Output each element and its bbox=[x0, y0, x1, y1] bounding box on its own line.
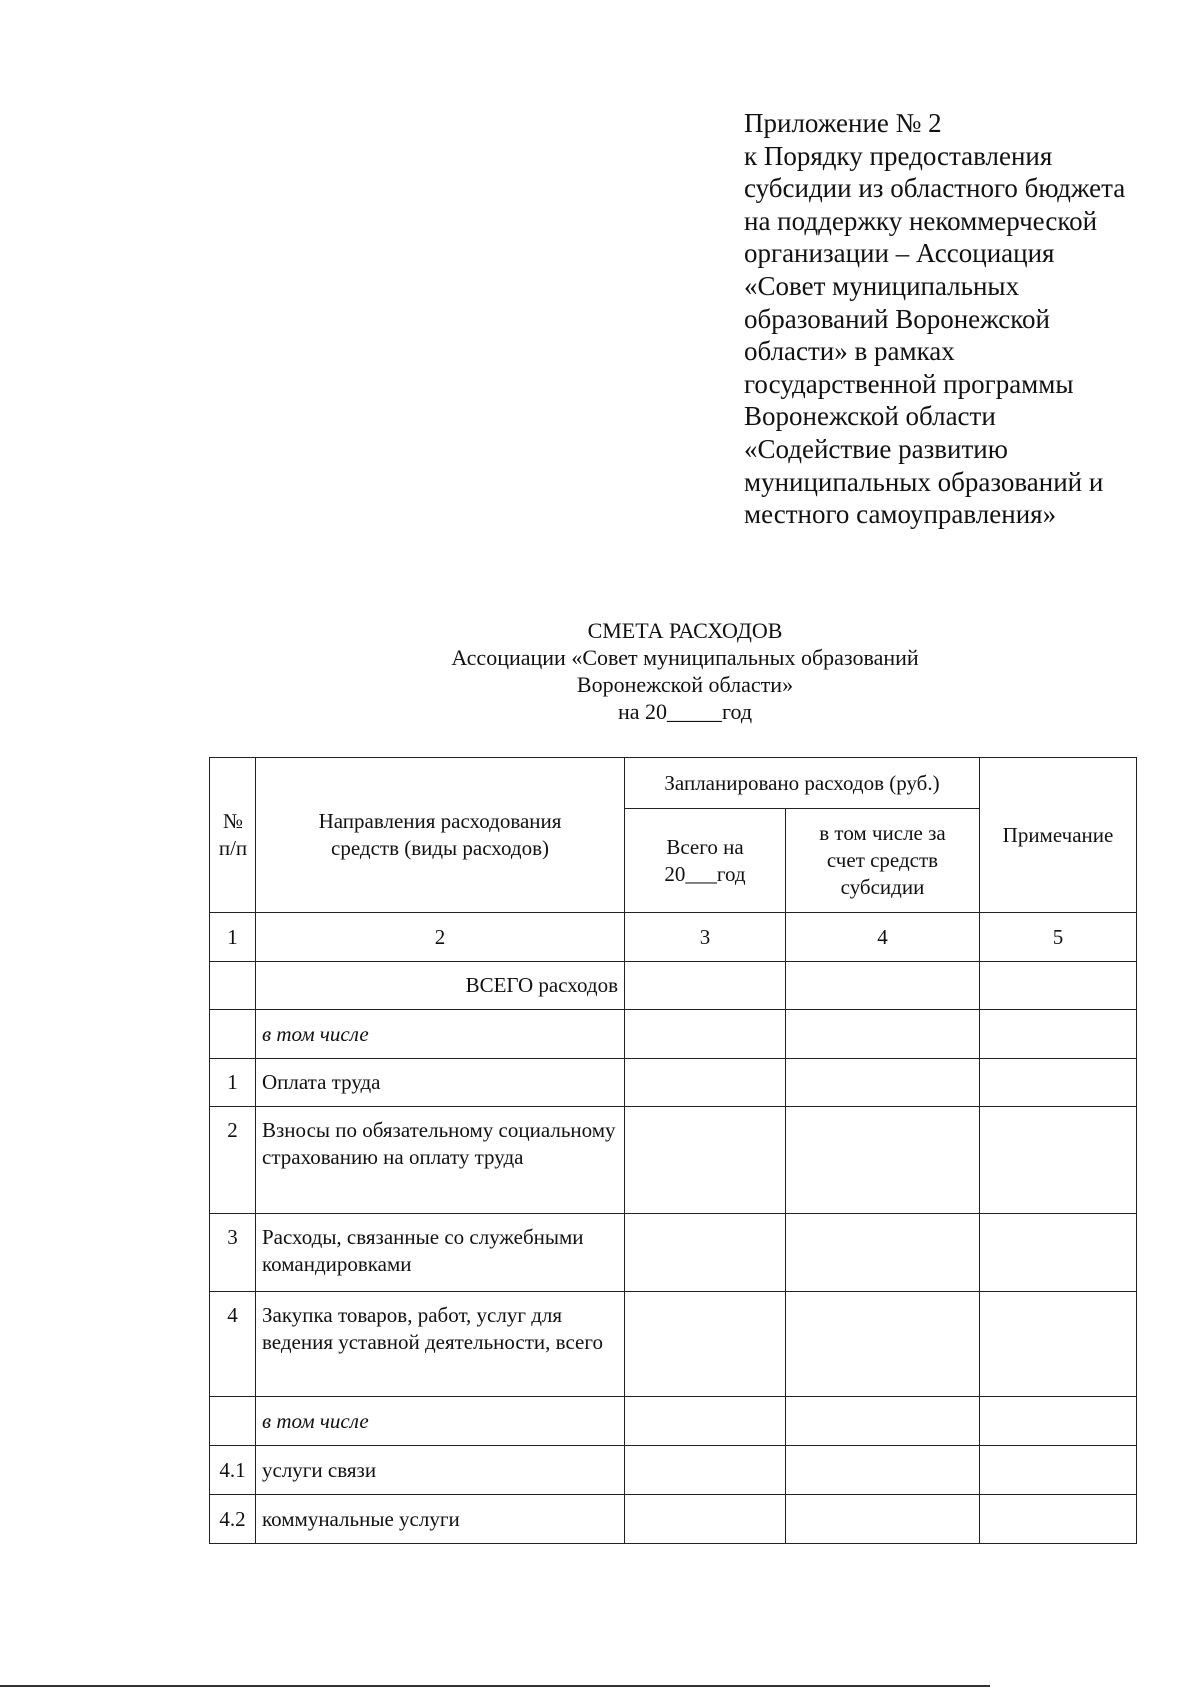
header-num bbox=[210, 758, 256, 913]
cell-empty bbox=[980, 1214, 1137, 1292]
page-bottom-rule bbox=[0, 1685, 990, 1687]
cell-empty bbox=[625, 1107, 786, 1214]
cell-empty bbox=[210, 1010, 256, 1059]
annex-line: организации – Ассоциация bbox=[744, 238, 1055, 269]
header-direction-label: Направления расходования средств (виды расходов) bbox=[318, 809, 562, 860]
cell-empty bbox=[980, 1292, 1137, 1397]
cell-empty bbox=[786, 1010, 980, 1059]
heading-line: Ассоциации «Совет муниципальных образований bbox=[451, 645, 919, 670]
annex-line: муниципальных образований и bbox=[744, 466, 1104, 497]
row-name: услуги связи bbox=[256, 1446, 625, 1495]
annex-line: «Содействие развитию bbox=[744, 433, 1008, 464]
document-heading bbox=[200, 617, 1170, 725]
including-label: в том числе bbox=[256, 1397, 625, 1446]
table-row bbox=[210, 1214, 1137, 1292]
row-name: Оплата труда bbox=[256, 1059, 625, 1107]
annex-line: Приложение № 2 bbox=[744, 108, 942, 138]
annex-line: местного самоуправления» bbox=[744, 499, 1057, 530]
cell-empty bbox=[980, 1495, 1137, 1544]
cell-empty bbox=[980, 1446, 1137, 1495]
annex-line: на поддержку некоммерческой bbox=[744, 205, 1098, 236]
header-subsidy bbox=[786, 809, 980, 913]
cell-empty bbox=[625, 1446, 786, 1495]
cell-empty bbox=[625, 1292, 786, 1397]
cell-empty bbox=[980, 1010, 1137, 1059]
including-label: в том числе bbox=[256, 1010, 625, 1059]
cell-empty bbox=[786, 962, 980, 1010]
cell-empty bbox=[980, 1107, 1137, 1214]
heading-line: Воронежской области» bbox=[576, 672, 794, 697]
estimate-table bbox=[209, 757, 1137, 1544]
header-total bbox=[625, 809, 786, 913]
col-number: 4 bbox=[786, 913, 980, 962]
header-note bbox=[980, 758, 1137, 913]
cell-empty bbox=[786, 1292, 980, 1397]
cell-empty bbox=[625, 962, 786, 1010]
header-note-label: Примечание bbox=[1002, 822, 1114, 847]
row-num: 2 bbox=[210, 1107, 256, 1214]
table-row bbox=[210, 1107, 1137, 1214]
row-name: коммунальные услуги bbox=[256, 1495, 625, 1544]
annex-line: области» в рамках bbox=[744, 336, 955, 367]
row-num: 4.2 bbox=[210, 1495, 256, 1544]
total-label: ВСЕГО расходов bbox=[256, 962, 625, 1010]
table-row-including bbox=[210, 1010, 1137, 1059]
col-number: 3 bbox=[625, 913, 786, 962]
cell-empty bbox=[625, 1397, 786, 1446]
column-number-row bbox=[210, 913, 1137, 962]
header-planned bbox=[625, 758, 980, 809]
annex-line: государственной программы bbox=[744, 368, 1074, 399]
annex-line: образований Воронежской bbox=[744, 303, 1050, 334]
annex-line: Воронежской области bbox=[744, 401, 996, 432]
header-planned-label: Запланировано расходов (руб.) bbox=[664, 770, 940, 795]
row-num: 3 bbox=[210, 1214, 256, 1292]
cell-empty bbox=[210, 1397, 256, 1446]
table-row-including bbox=[210, 1397, 1137, 1446]
header-total-label: Всего на 20___год bbox=[664, 834, 746, 886]
cell-empty bbox=[625, 1214, 786, 1292]
header-num-label: № п/п bbox=[218, 809, 248, 860]
cell-empty bbox=[625, 1059, 786, 1107]
header-direction bbox=[256, 758, 625, 913]
col-number: 1 bbox=[210, 913, 256, 962]
row-name: Взносы по обязательному социальному страхованию на оплату труда bbox=[256, 1107, 625, 1214]
row-name: Расходы, связанные со служебными командировками bbox=[256, 1214, 625, 1292]
cell-empty bbox=[786, 1397, 980, 1446]
cell-empty bbox=[625, 1010, 786, 1059]
annex-line: «Совет муниципальных bbox=[744, 270, 1020, 301]
cell-empty bbox=[625, 1495, 786, 1544]
cell-empty bbox=[786, 1214, 980, 1292]
row-num: 1 bbox=[210, 1059, 256, 1107]
annex-block bbox=[744, 107, 1184, 531]
col-number: 5 bbox=[980, 913, 1137, 962]
table-row bbox=[210, 1446, 1137, 1495]
cell-empty bbox=[786, 1059, 980, 1107]
cell-empty bbox=[786, 1495, 980, 1544]
annex-line: субсидии из областного бюджета bbox=[744, 173, 1126, 204]
cell-empty bbox=[210, 962, 256, 1010]
row-num: 4 bbox=[210, 1292, 256, 1397]
cell-empty bbox=[980, 1059, 1137, 1107]
cell-empty bbox=[980, 1397, 1137, 1446]
heading-year: на 20_____год bbox=[617, 699, 753, 724]
document-title: СМЕТА РАСХОДОВ bbox=[587, 618, 783, 643]
header-subsidy-label: в том числе за счет средств субсидии bbox=[819, 821, 946, 899]
row-num: 4.1 bbox=[210, 1446, 256, 1495]
row-name: Закупка товаров, работ, услуг для ведения уставной деятельности, всего bbox=[256, 1292, 625, 1397]
table-row bbox=[210, 1292, 1137, 1397]
cell-empty bbox=[786, 1446, 980, 1495]
annex-line: к Порядку предоставления bbox=[744, 140, 1053, 171]
table-row bbox=[210, 1495, 1137, 1544]
table-row-total bbox=[210, 962, 1137, 1010]
col-number: 2 bbox=[256, 913, 625, 962]
cell-empty bbox=[786, 1107, 980, 1214]
table-row bbox=[210, 1059, 1137, 1107]
cell-empty bbox=[980, 962, 1137, 1010]
